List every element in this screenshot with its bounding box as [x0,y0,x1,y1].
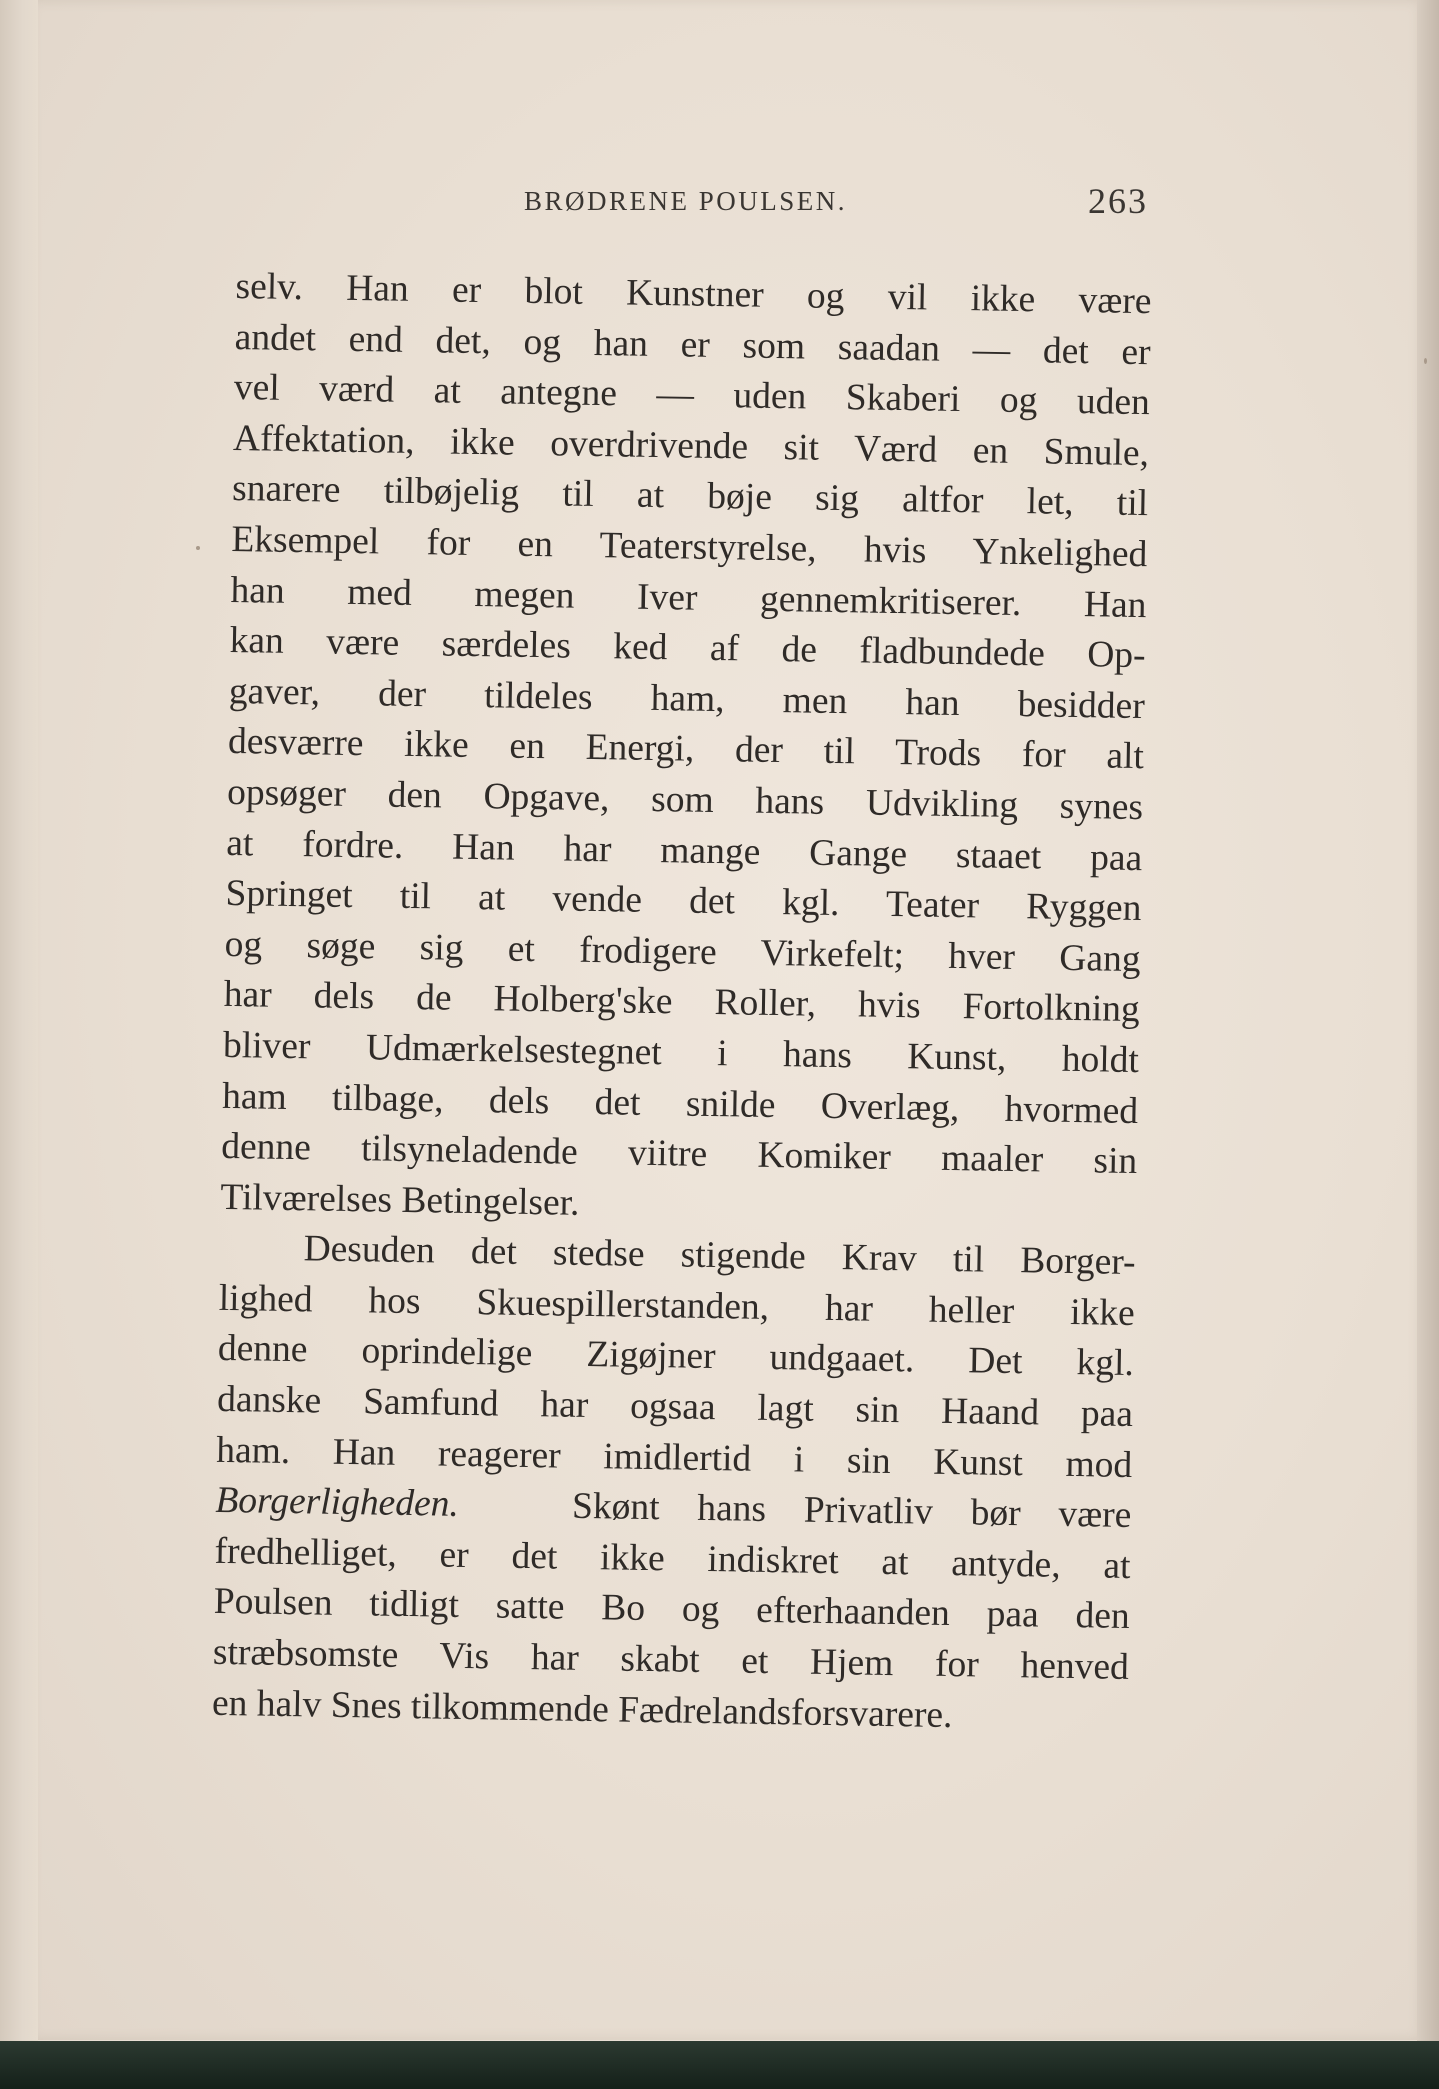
text-line: danske Samfund har ogsaa lagt sin Haand paa [216,1378,1134,1436]
page-header [0,181,1439,226]
text-line: kan være særdeles ked af de fladbundede Op- [229,620,1146,677]
paper-speck [1424,358,1427,364]
text-line: denne tilsyneladende viitre Komiker maaler sin [220,1125,1138,1183]
book-spine-shadow [0,0,38,2089]
text-line: ham tilbage, dels det snilde Overlæg, hvormed [221,1075,1139,1132]
text-line: bliver Udmærkelsestegnet i hans Kunst, holdt [222,1024,1140,1081]
text-line: og søge sig et frodigere Virkefelt; hver Gang [224,923,1141,980]
text-line: har dels de Holberg'ske Roller, hvis Fortolkning [223,974,1141,1031]
text-line: lighed hos Skuespillerstanden, har heller ikke [218,1277,1136,1334]
text-line: fredhelliget, er det ikke indiskret at antyde, at [214,1530,1131,1587]
running-title: BRØDRENE POULSEN. [524,186,848,216]
body-text [212,262,1152,1744]
text-line: Springet til at vende det kgl. Teater Ryggen [225,873,1142,930]
text-line: desværre ikke en Energi, der til Trods for alt [227,721,1145,778]
text-line: denne oprindelige Zigøjner undgaaet. Det kgl. [217,1328,1135,1385]
text-line: Poulsen tidligt satte Bo og efterhaanden paa den [213,1581,1130,1638]
text-line: Affektation, ikke overdrivende sit Værd en Smule, [232,417,1150,474]
text-line: andet end det, og han er som saadan — det er [234,316,1151,373]
paper-speck [196,546,200,550]
text-line: Eksempel for en Teaterstyrelse, hvis Ynkelighed [231,518,1148,576]
italic-word: Borgerligheden. [215,1480,460,1526]
text-line: han med megen Iver gennemkritiserer. Han [230,569,1147,626]
text-line: ham. Han reagerer imidlertid i sin Kunst mod [215,1429,1133,1486]
text-line: stræbsomste Vis har skabt et Hjem for henved [212,1631,1130,1689]
text-line: vel værd at antegne — uden Skaberi og uden [233,367,1151,424]
page-number: 263 [1088,181,1148,221]
text-line: gaver, der tildeles ham, men han besidder [228,670,1146,727]
page-edge [1417,0,1439,2089]
book-cover-edge [0,2041,1439,2089]
text-line: Tilværelses Betingelser. [220,1176,580,1224]
text-line: selv. Han er blot Kunstner og vil ikke være [235,265,1152,323]
text-line: Desuden det stedse stigende Krav til Borger- [303,1228,1136,1284]
text-fragment: Skønt hans Privatliv bør være [571,1485,1132,1537]
text-line: en halv Snes tilkommende Fædrelandsforsvarere. [211,1682,953,1736]
text-line: snarere tilbøjelig til at bøje sig altfor let, til [231,468,1149,525]
text-line: at fordre. Han har mange Gange staaet paa [226,822,1143,879]
text-line: opsøger den Opgave, som hans Udvikling synes [226,771,1144,829]
